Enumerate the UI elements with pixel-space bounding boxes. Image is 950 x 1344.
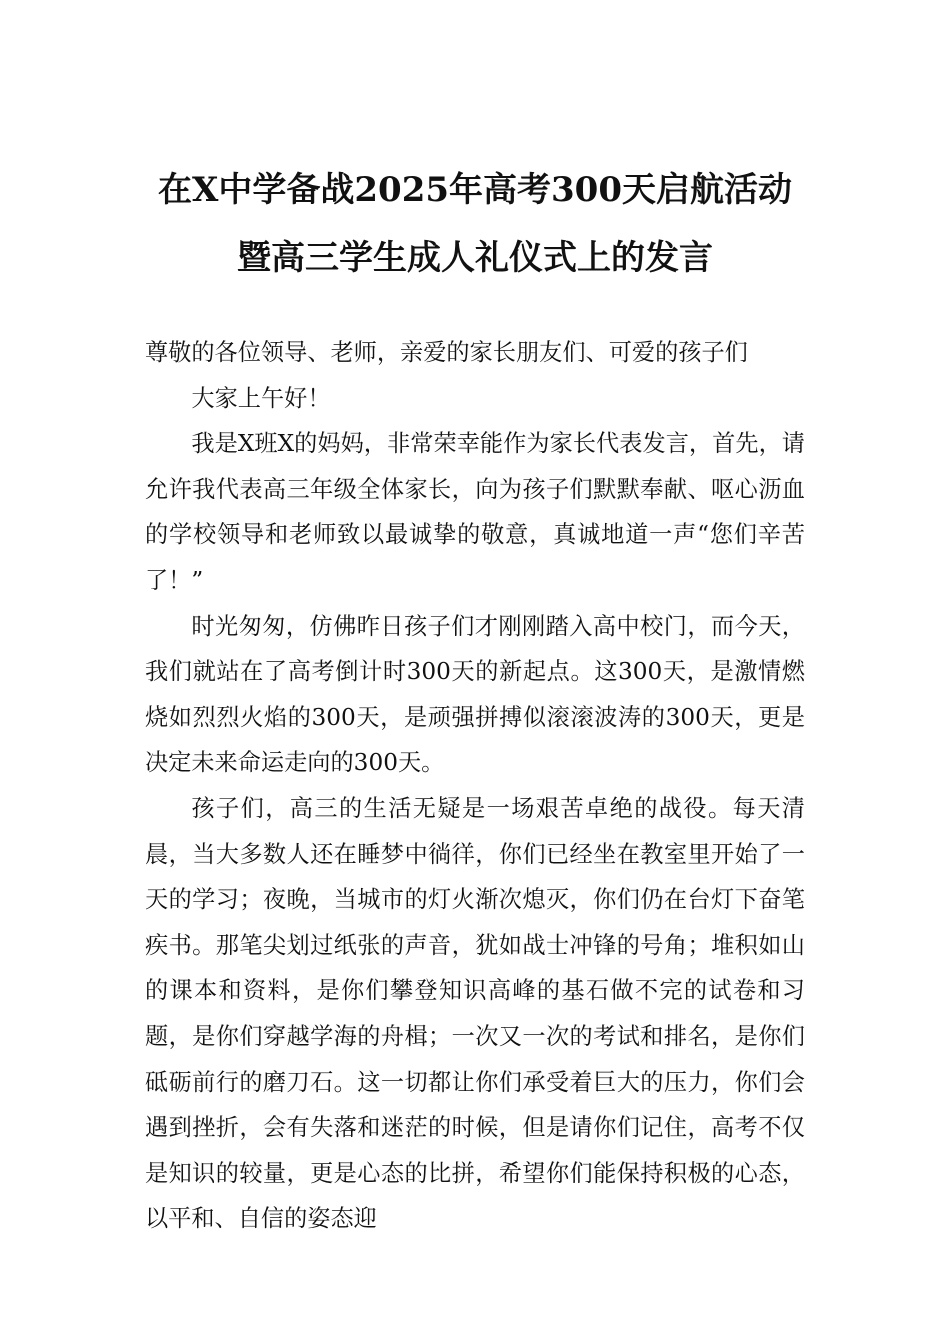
salutation: 尊敬的各位领导、老师，亲爱的家长朋友们、可爱的孩子们 (145, 339, 748, 366)
paragraph-greeting: 大家上午好！ (191, 384, 331, 412)
document-title-line-1: 在X中学备战2025年高考300天启航活动 (158, 170, 792, 210)
paragraph-introduction: 我是X班X的妈妈，非常荣幸能作为家长代表发言，首先，请允许我代表高三年级全体家长，向为孩子们默默奉献、呕心沥血的学校领导和老师致以最诚挚的敬意，真诚地道一声“您们辛苦了！” (145, 430, 805, 594)
document-body (145, 330, 805, 1242)
paragraph-countdown: 时光匆匆，仿佛昨日孩子们才刚刚踏入高中校门，而今天，我们就站在了高考倒计时300天的新起点。这300天，是激情燃烧如烈烈火焰的300天，是顽强拼搏似滚滚波涛的300天，更是决定未来命运走向的300天。 (145, 612, 805, 777)
paragraph-senior-year-life: 孩子们，高三的生活无疑是一场艰苦卓绝的战役。每天清晨，当大多数人还在睡梦中徜徉，你们已经坐在教室里开始了一天的学习；夜晚，当城市的灯火渐次熄灭，你们仍在台灯下奋笔疾书。那笔尖划过纸张的声音，犹如战士冲锋的号角；堆积如山的课本和资料，是你们攀登知识高峰的基石做不完的试卷和习题，是你们穿越学海的舟楫；一次又一次的考试和排名，是你们砥砺前行的磨刀石。这一切都让你们承受着巨大的压力，你们会遇到挫折，会有失落和迷茫的时候，但是请你们记住，高考不仅是知识的较量，更是心态的比拼，希望你们能保持积极的心态，以平和、自信的姿态迎 (145, 794, 805, 1233)
document-title-line-2: 暨高三学生成人礼仪式上的发言 (237, 238, 713, 278)
